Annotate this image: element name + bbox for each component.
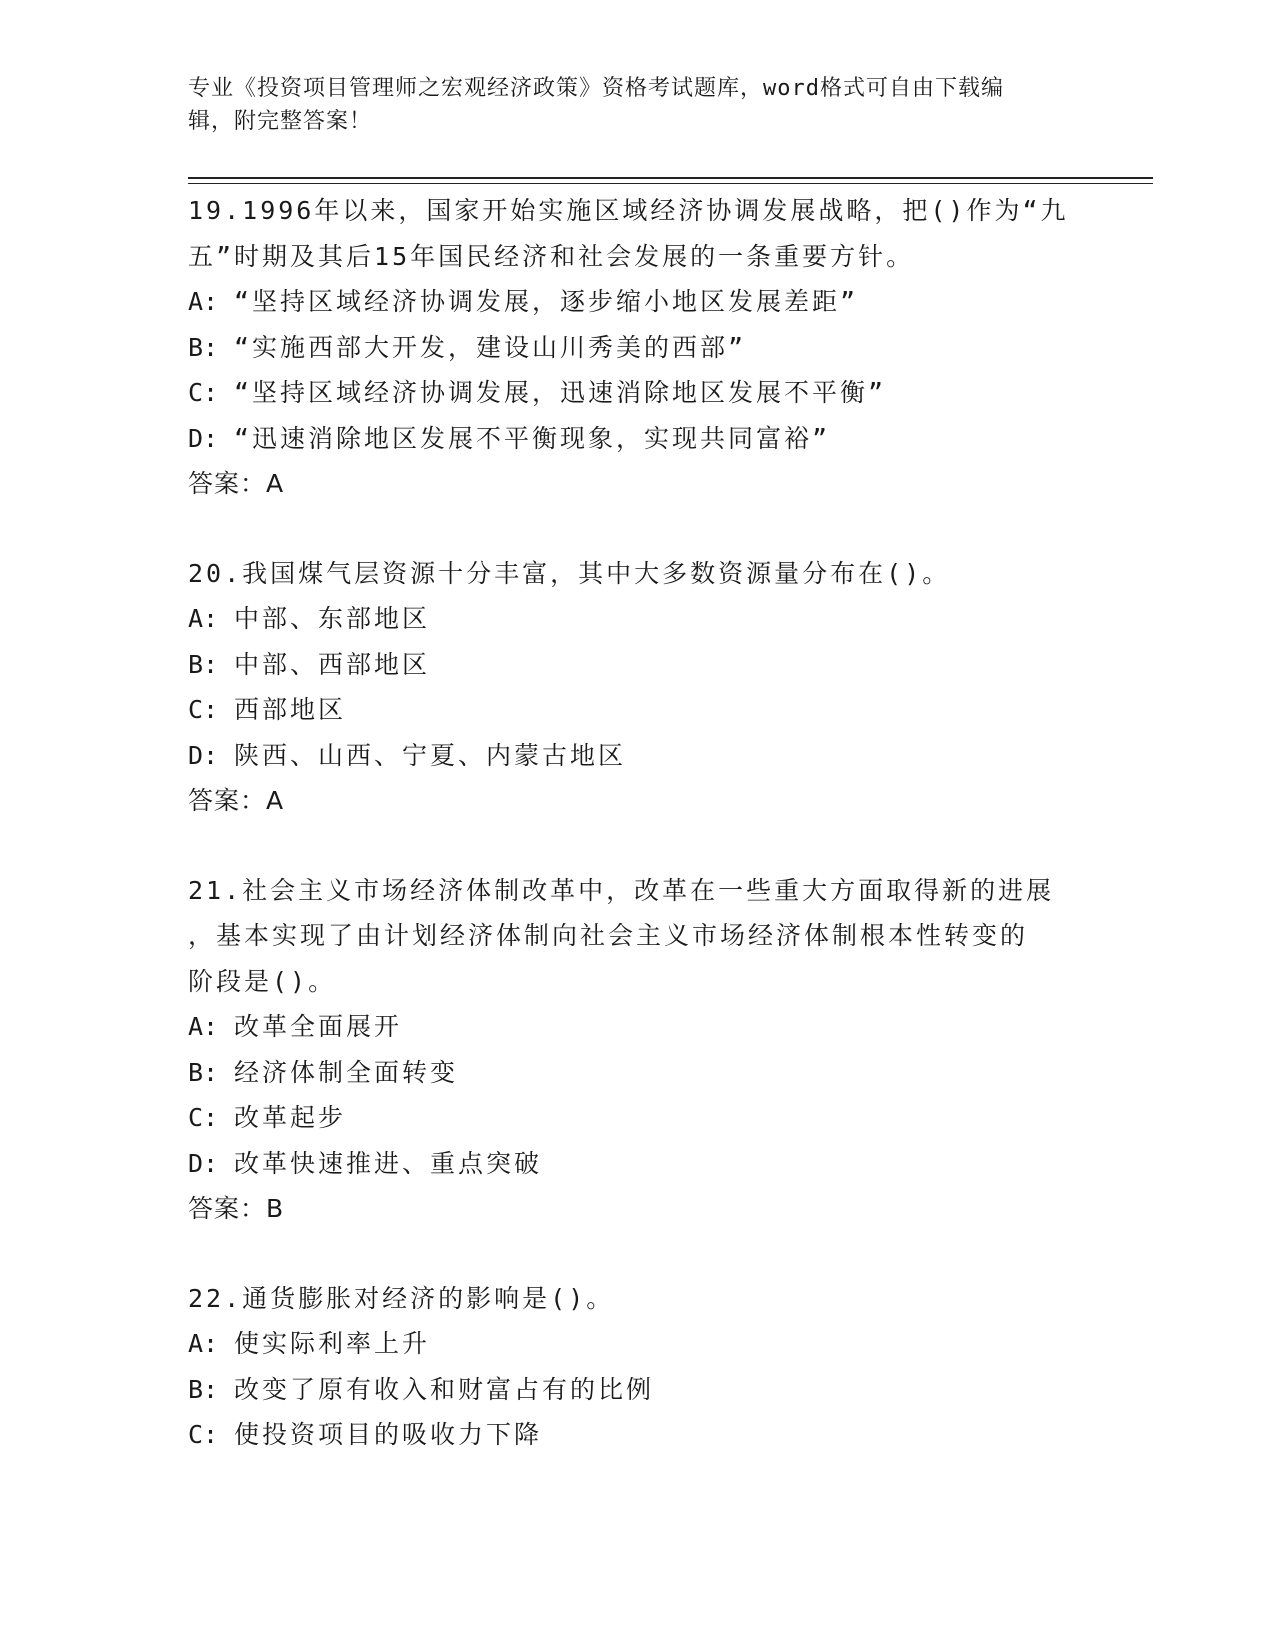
option-text: 改变了原有收入和财富占有的比例 (234, 1374, 655, 1404)
option-text: 改革全面展开 (234, 1012, 403, 1041)
answer-line: 答案：B (188, 1194, 285, 1223)
option-letter: A: (188, 604, 219, 633)
answer-line: 答案：A (188, 469, 285, 498)
option-letter: D: (188, 1148, 219, 1178)
document-header (188, 72, 1068, 138)
option-text: 陕西、山西、宁夏、内蒙古地区 (234, 740, 627, 770)
question-21 (188, 868, 1088, 1232)
option-letter: C: (188, 695, 219, 724)
option-a (188, 1004, 1088, 1050)
option-text: 中部、东部地区 (234, 604, 431, 633)
option-d (188, 733, 1088, 779)
option-letter: C: (188, 1103, 219, 1132)
question-stem-line: 22.通货膨胀对经济的影响是()。 (188, 1283, 615, 1313)
option-letter: B: (188, 1057, 219, 1087)
option-text: “坚持区域经济协调发展，迅速消除地区发展不平衡” (234, 378, 887, 407)
header-intro-line-1: 专业《投资项目管理师之宏观经济政策》资格考试题库，word格式可自由下载编 (188, 76, 1004, 101)
option-letter: A: (188, 1329, 219, 1358)
option-text: “实施西部大开发，建设山川秀美的西部” (234, 332, 747, 362)
option-letter: B: (188, 649, 219, 679)
option-text: 经济体制全面转变 (234, 1057, 459, 1087)
option-b (188, 642, 1088, 688)
option-text: 改革快速推进、重点突破 (234, 1148, 543, 1178)
question-stem (188, 551, 1088, 597)
option-b (188, 1050, 1088, 1096)
option-c (188, 1095, 1088, 1141)
header-divider-thick (188, 177, 1153, 179)
option-a (188, 279, 1088, 325)
question-19 (188, 188, 1088, 507)
option-text: 中部、西部地区 (234, 649, 431, 679)
option-b (188, 1367, 1088, 1413)
question-stem-line: 20.我国煤气层资源十分丰富，其中大多数资源量分布在()。 (188, 558, 951, 588)
option-text: 西部地区 (234, 695, 347, 724)
option-letter: A: (188, 287, 219, 316)
question-stem-line: ，基本实现了由计划经济体制向社会主义市场经济体制根本性转变的 (188, 921, 1029, 950)
option-letter: D: (188, 740, 219, 770)
header-divider-thin (188, 183, 1153, 184)
option-text: “坚持区域经济协调发展，逐步缩小地区发展差距” (234, 287, 859, 316)
header-intro-line-2: 辑，附完整答案！ (188, 109, 373, 134)
option-c (188, 1412, 1088, 1458)
question-stem-line: 阶段是()。 (188, 966, 337, 996)
option-text: 改革起步 (234, 1103, 347, 1132)
option-text: “迅速消除地区发展不平衡现象，实现共同富裕” (234, 423, 831, 453)
question-stem-line: 五”时期及其后15年国民经济和社会发展的一条重要方针。 (188, 241, 915, 271)
question-stem-line: 21.社会主义市场经济体制改革中，改革在一些重大方面取得新的进展 (188, 875, 1055, 905)
option-letter: C: (188, 378, 219, 407)
question-22 (188, 1276, 1088, 1458)
question-list (188, 188, 1088, 1502)
option-letter: C: (188, 1420, 219, 1449)
option-letter: B: (188, 332, 219, 362)
answer-line: 答案：A (188, 786, 285, 815)
option-text: 使投资项目的吸收力下降 (234, 1420, 543, 1449)
question-20 (188, 551, 1088, 824)
option-letter: B: (188, 1374, 219, 1404)
question-stem-line: 19.1996年以来，国家开始实施区域经济协调发展战略，把()作为“九 (188, 196, 1069, 225)
question-stem (188, 188, 1088, 279)
question-stem (188, 868, 1088, 1005)
option-a (188, 596, 1088, 642)
option-letter: A: (188, 1012, 219, 1041)
option-b (188, 325, 1088, 371)
option-c (188, 370, 1088, 416)
option-d (188, 416, 1088, 462)
option-letter: D: (188, 423, 219, 453)
question-stem (188, 1276, 1088, 1322)
option-a (188, 1321, 1088, 1367)
option-c (188, 687, 1088, 733)
option-text: 使实际利率上升 (234, 1329, 431, 1358)
option-d (188, 1141, 1088, 1187)
